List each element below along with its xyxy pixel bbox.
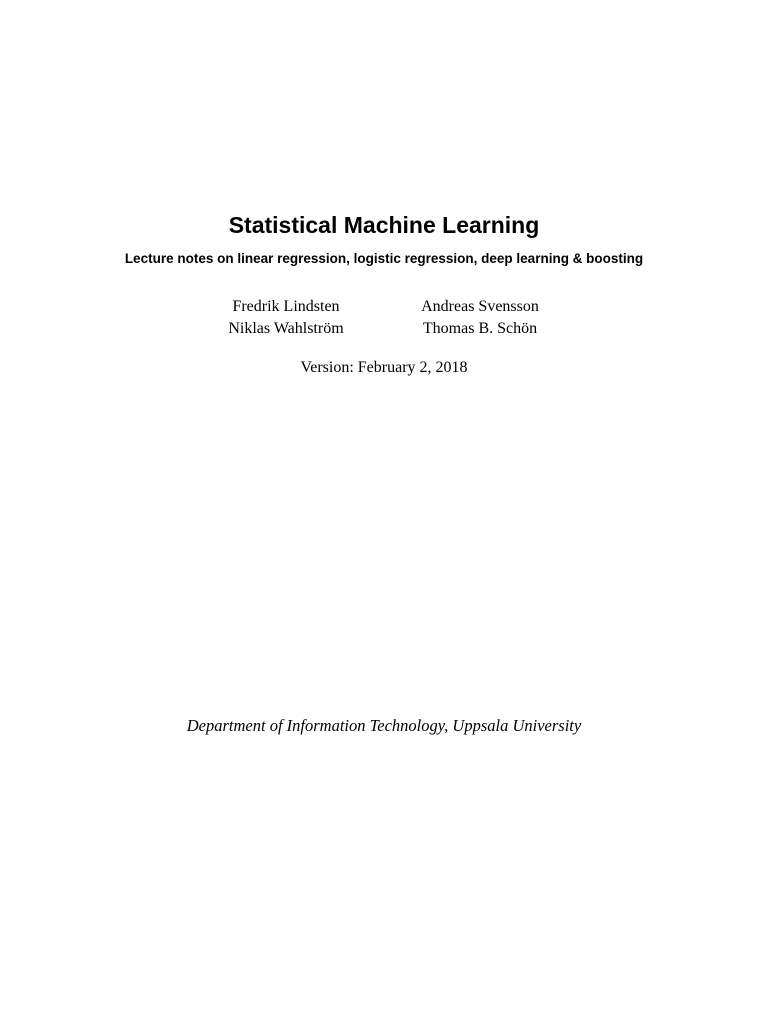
document-subtitle: Lecture notes on linear regression, logistic regression, deep learning & boosting: [124, 251, 644, 266]
author-column-right: [398, 296, 562, 340]
author-name: Niklas Wahlström: [228, 320, 344, 337]
author-column-left: [207, 296, 365, 340]
version-date: Version: February 2, 2018: [300, 359, 468, 376]
department-affiliation: Department of Information Technology, Uppsala University: [186, 716, 582, 735]
author-name: Thomas B. Schön: [422, 320, 538, 337]
author-name: Andreas Svensson: [421, 298, 539, 315]
author-name: Fredrik Lindsten: [232, 298, 340, 315]
document-title: Statistical Machine Learning: [228, 212, 540, 238]
